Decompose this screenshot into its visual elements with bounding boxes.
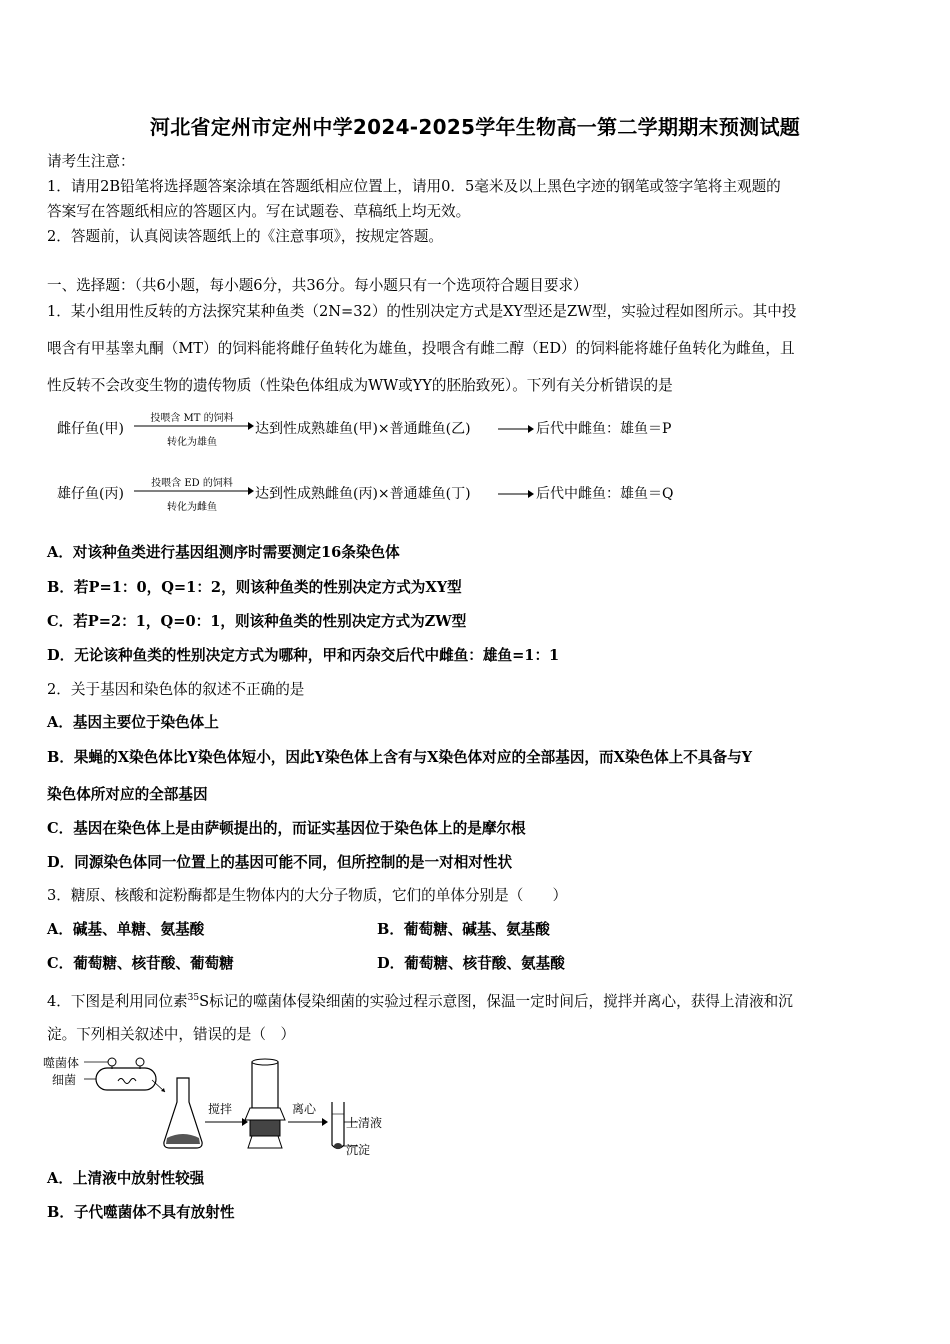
q2-option-d[interactable]: D．同源染色体同一位置上的基因可能不同，但所控制的是一对相对性状 bbox=[47, 854, 513, 871]
q4-stem-line-1 bbox=[47, 988, 793, 1012]
flow1-end: 后代中雌鱼：雄鱼＝P bbox=[536, 421, 672, 437]
bacterium-shape bbox=[96, 1068, 156, 1090]
flow2-arrow-bottom: 转化为雌鱼 bbox=[167, 502, 217, 513]
flow1-start: 雌仔鱼(甲) bbox=[57, 421, 124, 437]
blender-base bbox=[250, 1120, 280, 1136]
q4-experiment-diagram bbox=[40, 1050, 400, 1165]
q2-option-b-line-1[interactable]: B．果蝇的X染色体比Y染色体短小，因此Y染色体上含有与X染色体对应的全部基因，而X染色体上不具备与Y bbox=[47, 749, 753, 766]
exam-title: 河北省定州市定州中学2024-2025学年生物高一第二学期期末预测试题 bbox=[149, 115, 801, 139]
flow1-arrow-bottom: 转化为雄鱼 bbox=[167, 437, 217, 448]
notice-item-1-line-1: 1．请用2B铅笔将选择题答案涂填在答题纸相应位置上，请用0．5毫米及以上黑色字迹的钢笔或签字笔将主观题的 bbox=[47, 178, 781, 195]
notice-item-1-line-2: 答案写在答题纸相应的答题区内。写在试题卷、草稿纸上均无效。 bbox=[47, 203, 471, 220]
label-supernatant: 上清液 bbox=[346, 1116, 383, 1130]
q2-stem: 2．关于基因和染色体的叙述不正确的是 bbox=[47, 681, 305, 698]
notice-item-2: 2．答题前，认真阅读答题纸上的《注意事项》，按规定答题。 bbox=[47, 228, 444, 245]
q1-stem-line-2: 喂含有甲基睾丸酮（MT）的饲料能将雌仔鱼转化为雄鱼，投喂含有雌二醇（ED）的饲料能将雄仔鱼转化为雌鱼，且 bbox=[47, 340, 795, 357]
q2-option-c[interactable]: C．基因在染色体上是由萨顿提出的，而证实基因位于染色体上的是摩尔根 bbox=[47, 820, 526, 837]
notice-heading: 请考生注意： bbox=[47, 153, 135, 170]
q1-option-b[interactable]: B．若P=1：0，Q=1：2，则该种鱼类的性别决定方式为XY型 bbox=[47, 579, 462, 596]
section-heading: 一、选择题：（共6小题，每小题6分，共36分。每小题只有一个选项符合题目要求） bbox=[47, 277, 588, 294]
q2-option-b-line-2[interactable]: 染色体所对应的全部基因 bbox=[47, 786, 208, 803]
flow2-arrow-top: 投喂含 ED 的饲料 bbox=[151, 478, 233, 489]
blender-icon bbox=[252, 1062, 278, 1108]
flow1-arrow2-icon bbox=[498, 424, 534, 434]
flow2-arrow2-icon bbox=[498, 489, 534, 499]
label-stir: 搅拌 bbox=[208, 1102, 233, 1116]
flow1-arrow-icon bbox=[134, 421, 254, 431]
test-tube-icon bbox=[332, 1102, 344, 1149]
q4-stem-line-2: 淀。下列相关叙述中，错误的是（ ） bbox=[47, 1026, 296, 1043]
q1-option-d[interactable]: D．无论该种鱼类的性别决定方式为哪种，甲和丙杂交后代中雌鱼：雄鱼=1：1 bbox=[47, 647, 560, 664]
label-bacteria: 细菌 bbox=[52, 1073, 77, 1087]
q1-stem-line-1: 1．某小组用性反转的方法探究某种鱼类（2N=32）的性别决定方式是XY型还是ZW型，实验过程如图所示。其中投 bbox=[47, 303, 797, 320]
flow1-arrow-top: 投喂含 MT 的饲料 bbox=[150, 413, 234, 424]
flow2-end: 后代中雌鱼：雄鱼＝Q bbox=[536, 486, 674, 502]
flow2-rest: 达到性成熟雌鱼(丙)×普通雄鱼(丁) bbox=[255, 486, 471, 502]
q1-option-a[interactable]: A．对该种鱼类进行基因组测序时需要测定16条染色体 bbox=[47, 544, 400, 561]
q4-option-b[interactable]: B．子代噬菌体不具有放射性 bbox=[47, 1204, 235, 1221]
q4-stem-pre: 4．下图是利用同位素 bbox=[47, 992, 188, 1010]
flow2-start: 雄仔鱼(丙) bbox=[57, 486, 124, 502]
q3-option-d[interactable]: D．葡萄糖、核苷酸、氨基酸 bbox=[377, 955, 565, 972]
flow2-arrow-icon bbox=[134, 486, 254, 496]
q3-option-b[interactable]: B．葡萄糖、碱基、氨基酸 bbox=[377, 921, 550, 938]
phage-icon bbox=[108, 1058, 116, 1066]
q3-option-a[interactable]: A．碱基、单糖、氨基酸 bbox=[47, 921, 205, 938]
q2-option-a[interactable]: A．基因主要位于染色体上 bbox=[47, 714, 219, 731]
label-centrifuge: 离心 bbox=[292, 1102, 317, 1116]
q4-option-a[interactable]: A．上清液中放射性较强 bbox=[47, 1170, 205, 1187]
phage-icon-2 bbox=[136, 1058, 144, 1066]
q4-stem-post: S标记的噬菌体侵染细菌的实验过程示意图，保温一定时间后，搅拌并离心，获得上清液和沉 bbox=[199, 992, 793, 1010]
q4-isotope-mass: 35 bbox=[187, 993, 200, 1003]
label-sediment: 沉淀 bbox=[346, 1143, 371, 1157]
q1-stem-line-3: 性反转不会改变生物的遗传物质（性染色体组成为WW或YY的胚胎致死）。下列有关分析错误的是 bbox=[47, 377, 673, 394]
q3-option-c[interactable]: C．葡萄糖、核苷酸、葡萄糖 bbox=[47, 955, 234, 972]
q1-option-c[interactable]: C．若P=2：1，Q=0：1，则该种鱼类的性别决定方式为ZW型 bbox=[47, 613, 467, 630]
label-phage: 噬菌体 bbox=[43, 1056, 80, 1070]
flow1-rest: 达到性成熟雄鱼(甲)×普通雌鱼(乙) bbox=[255, 421, 471, 437]
q3-stem: 3．糖原、核酸和淀粉酶都是生物体内的大分子物质，它们的单体分别是（ ） bbox=[47, 887, 568, 904]
